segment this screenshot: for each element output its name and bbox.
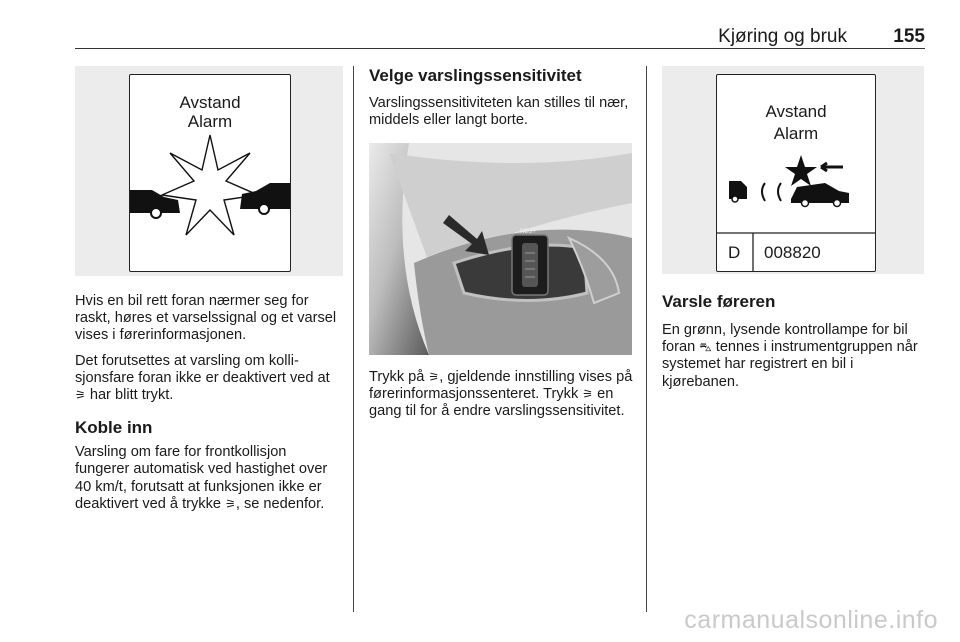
display-code: 008820 xyxy=(764,243,821,262)
distance-alarm-icon xyxy=(717,75,875,271)
left-paragraph-2: Det forutsettes at varsling om kollisjonsfare foran ikke er deaktivert ved at ⚞ har blitt trykt. xyxy=(75,352,330,404)
middle-paragraph-2: Trykk på ⚞, gjeldende innstilling vises på førerinformasjonssenteret. Trykk ⚞ en gang til for å endre varslingssensitivitet. xyxy=(369,369,633,420)
distance-button-icon: ⚞ xyxy=(582,387,594,402)
car-icon: ⛍ xyxy=(699,340,712,355)
distance-button-icon: ⚞ xyxy=(225,496,236,511)
heading-velge-varslingssensitivitet: Velge varslingssensitivitet xyxy=(369,66,582,85)
left-column xyxy=(75,66,343,512)
middle-paragraph-1: Varslingssensitiviteten kan stilles til nær, middels eller langt borte. xyxy=(369,95,629,129)
figure-distance-alarm-collision xyxy=(75,66,343,276)
heading-varsle-foreren: Varsle føreren xyxy=(662,292,776,311)
wheel-label-res: RES+ xyxy=(520,229,536,235)
display-panel xyxy=(129,74,291,272)
column-divider-left xyxy=(353,66,354,612)
column-divider-right xyxy=(646,66,647,612)
watermark: carmanualsonline.info xyxy=(684,606,938,634)
header-title: Kjøring og bruk xyxy=(718,26,847,47)
distance-button-icon: ⚞ xyxy=(75,388,86,403)
distance-button-icon: ⚞ xyxy=(428,370,440,384)
alarm-title-line1: Avstand xyxy=(179,93,241,112)
right-paragraph-1: En grønn, lysende kontrollampe for bil foran ⛍ tennes i instrumentgruppen når systemet har registrert en bil i kjørebanen. xyxy=(662,322,918,390)
alarm-title-line2: Alarm xyxy=(773,124,819,143)
left-paragraph-3: Varsling om fare for frontkollisjon fungerer automatisk ved hastighet over 40 km/t, forutsatt at funksjonen ikke er deaktivert ved å trykke ⚞, se nedenfor. xyxy=(75,444,328,512)
figure-steering-wheel xyxy=(369,143,632,355)
steering-wheel-illustration xyxy=(369,143,632,355)
middle-column xyxy=(369,66,633,420)
heading-koble-inn: Koble inn xyxy=(75,418,153,438)
alarm-title-line1: Avstand xyxy=(765,102,827,121)
display-code-letter: D xyxy=(728,243,741,262)
right-column xyxy=(662,66,926,390)
display-panel xyxy=(716,74,876,272)
alarm-title-line2: Alarm xyxy=(187,112,233,131)
collision-icon xyxy=(130,75,290,271)
page-header xyxy=(75,26,925,49)
left-paragraph-1: Hvis en bil rett foran nærmer seg for raskt, høres et varselssignal og et varsel vises i førerinformasjonen. xyxy=(75,293,337,344)
page-number: 155 xyxy=(893,26,925,47)
figure-distance-alarm-display xyxy=(662,66,924,274)
